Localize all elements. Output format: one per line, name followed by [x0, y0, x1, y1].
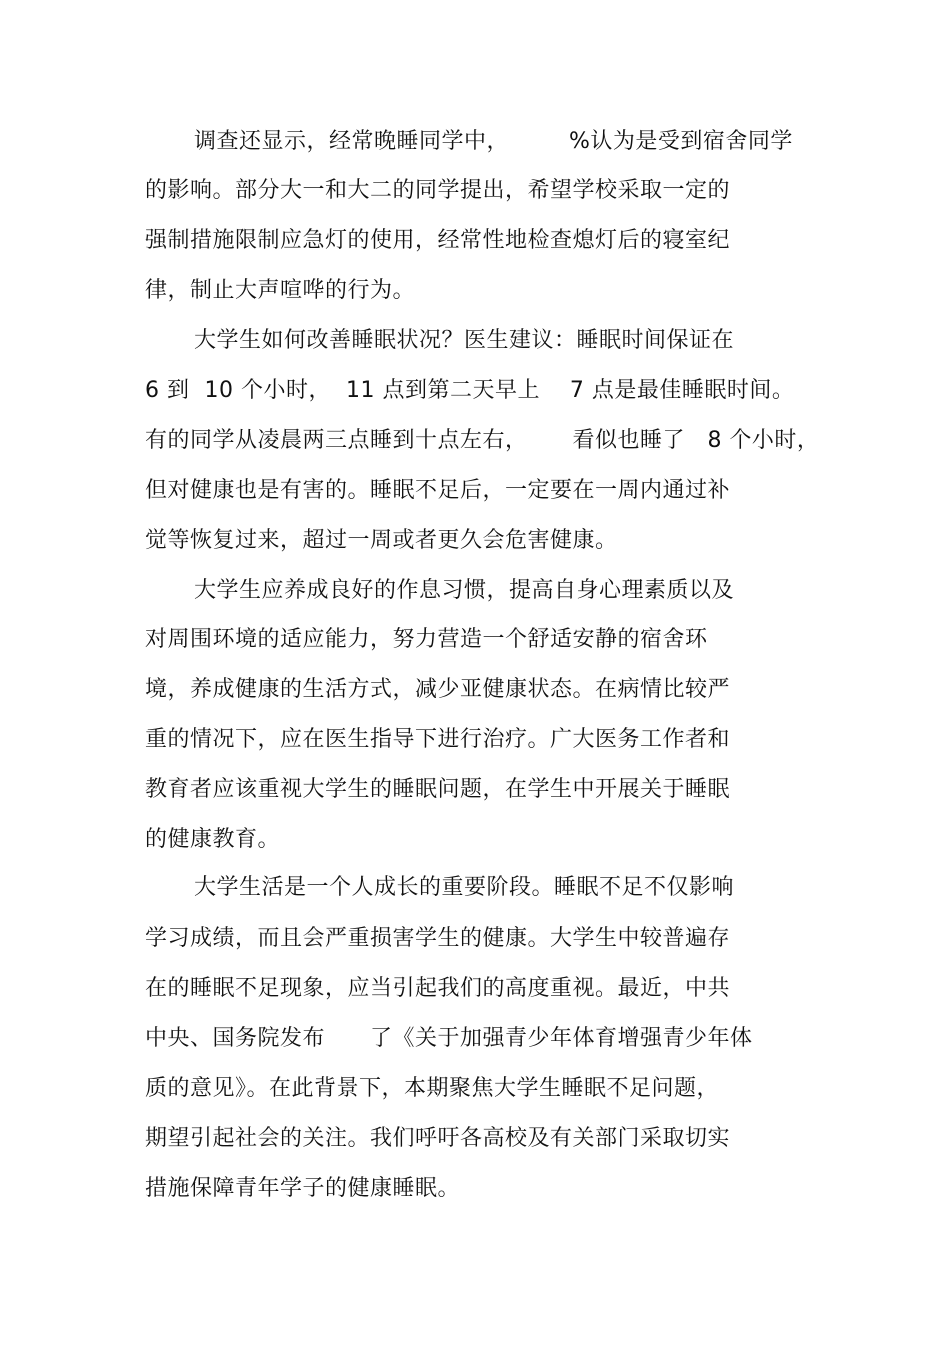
- text-line: 在的睡眠不足现象，应当引起我们的高度重视。最近，中共: [145, 976, 731, 1001]
- text-line: 大学生活是一个人成长的重要阶段。睡眠不足不仅影响: [194, 875, 735, 900]
- text-line: 大学生应养成良好的作息习惯，提高自身心理素质以及: [194, 578, 735, 603]
- text-line: 6 到 10 个小时， 11 点到第二天早上 7 点是最佳睡眠时间。: [145, 378, 795, 403]
- text-line: 对周围环境的适应能力，努力营造一个舒适安静的宿舍环: [145, 627, 708, 652]
- text-line: 的健康教育。: [145, 827, 281, 852]
- text-line: 重的情况下，应在医生指导下进行治疗。广大医务工作者和: [145, 727, 731, 752]
- text-line: 强制措施限制应急灯的使用，经常性地检查熄灯后的寝室纪: [145, 228, 731, 253]
- text-line: 期望引起社会的关注。我们呼吁各高校及有关部门采取切实: [145, 1126, 731, 1151]
- text-line: 学习成绩，而且会严重损害学生的健康。大学生中较普遍存: [145, 926, 731, 951]
- text-line: 中央、国务院发布 了《关于加强青少年体育增强青少年体: [145, 1026, 753, 1051]
- text-line: 的影响。部分大一和大二的同学提出，希望学校采取一定的: [145, 178, 731, 203]
- text-line: 质的意见》。在此背景下，本期聚焦大学生睡眠不足问题，: [145, 1076, 720, 1101]
- text-line: 有的同学从凌晨两三点睡到十点左右， 看似也睡了 8 个小时，: [145, 428, 820, 453]
- text-line: 律，制止大声喧哗的行为。: [145, 278, 416, 303]
- text-line: 但对健康也是有害的。睡眠不足后，一定要在一周内通过补: [145, 478, 731, 503]
- text-line: 调查还显示，经常晚睡同学中， %认为是受到宿舍同学: [194, 129, 793, 154]
- text-line: 觉等恢复过来，超过一周或者更久会危害健康。: [145, 528, 618, 553]
- text-line: 大学生如何改善睡眠状况？医生建议：睡眠时间保证在: [194, 328, 735, 353]
- text-line: 教育者应该重视大学生的睡眠问题，在学生中开展关于睡眠: [145, 777, 731, 802]
- text-line: 境，养成健康的生活方式，减少亚健康状态。在病情比较严: [145, 677, 731, 702]
- text-line: 措施保障青年学子的健康睡眠。: [145, 1176, 461, 1201]
